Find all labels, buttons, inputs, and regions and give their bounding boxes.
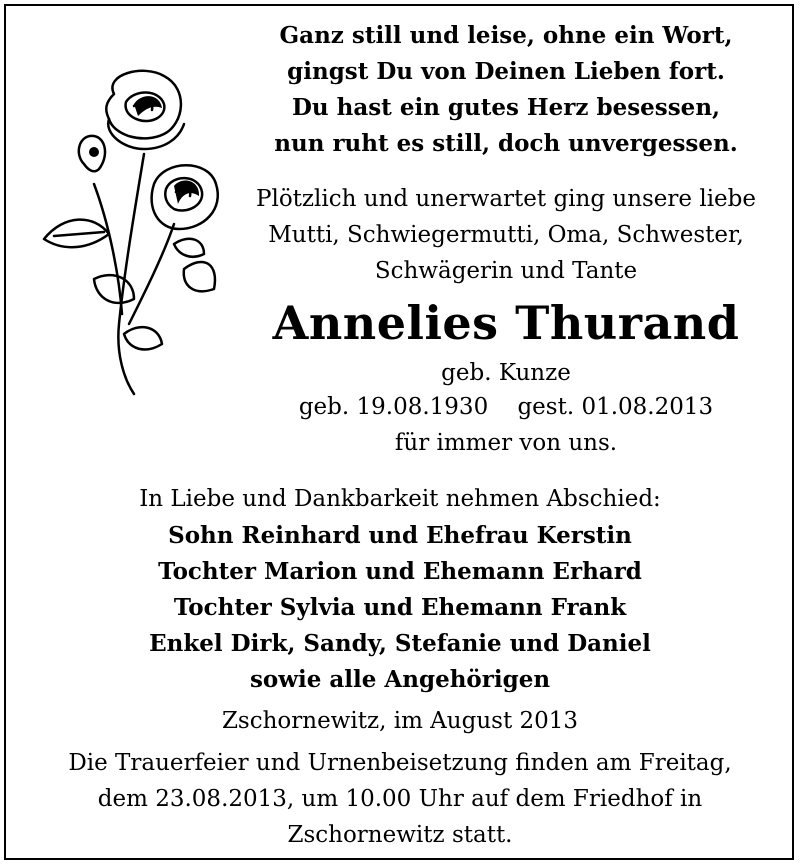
farewell-intro: In Liebe und Dankbarkeit nehmen Abschied: [139, 486, 661, 512]
verse-line-3: Du hast ein gutes Herz besessen, [291, 94, 721, 121]
rose-icon [34, 64, 224, 400]
family-line-3: Tochter Sylvia und Ehemann Frank [173, 594, 627, 621]
ceremony-line-2: dem 23.08.2013, um 10.00 Uhr auf dem Friedhof in [97, 786, 703, 812]
family-line-4: Enkel Dirk, Sandy, Stefanie und Daniel [149, 630, 651, 657]
ceremony-line-1: Die Trauerfeier und Urnenbeisetzung finden am Freitag, [68, 750, 732, 776]
intro-line-1: Plötzlich und unerwartet ging unsere liebe [256, 186, 756, 212]
intro-line-2: Mutti, Schwiegermutti, Oma, Schwester, [268, 222, 744, 248]
death-date: gest. 01.08.2013 [517, 394, 714, 420]
verse-line-1: Ganz still und leise, ohne ein Wort, [279, 22, 733, 49]
deceased-name: Annelies Thurand [272, 296, 740, 350]
birth-date: geb. 19.08.1930 [298, 394, 489, 420]
verse-line-4: nun ruht es still, doch unvergessen. [274, 130, 738, 157]
intro-line-3: Schwägerin und Tante [374, 258, 638, 284]
forever-line: für immer von uns. [394, 430, 618, 456]
life-dates [226, 394, 786, 420]
ceremony-line-3: Zschornewitz statt. [287, 822, 513, 848]
family-line-2: Tochter Marion und Ehemann Erhard [158, 558, 642, 585]
birth-name: geb. Kunze [441, 360, 571, 386]
verse-line-2: gingst Du von Deinen Lieben fort. [287, 58, 725, 85]
place-date: Zschornewitz, im August 2013 [221, 708, 579, 734]
family-line-5: sowie alle Angehörigen [249, 666, 551, 693]
family-line-1: Sohn Reinhard und Ehefrau Kerstin [168, 522, 632, 549]
